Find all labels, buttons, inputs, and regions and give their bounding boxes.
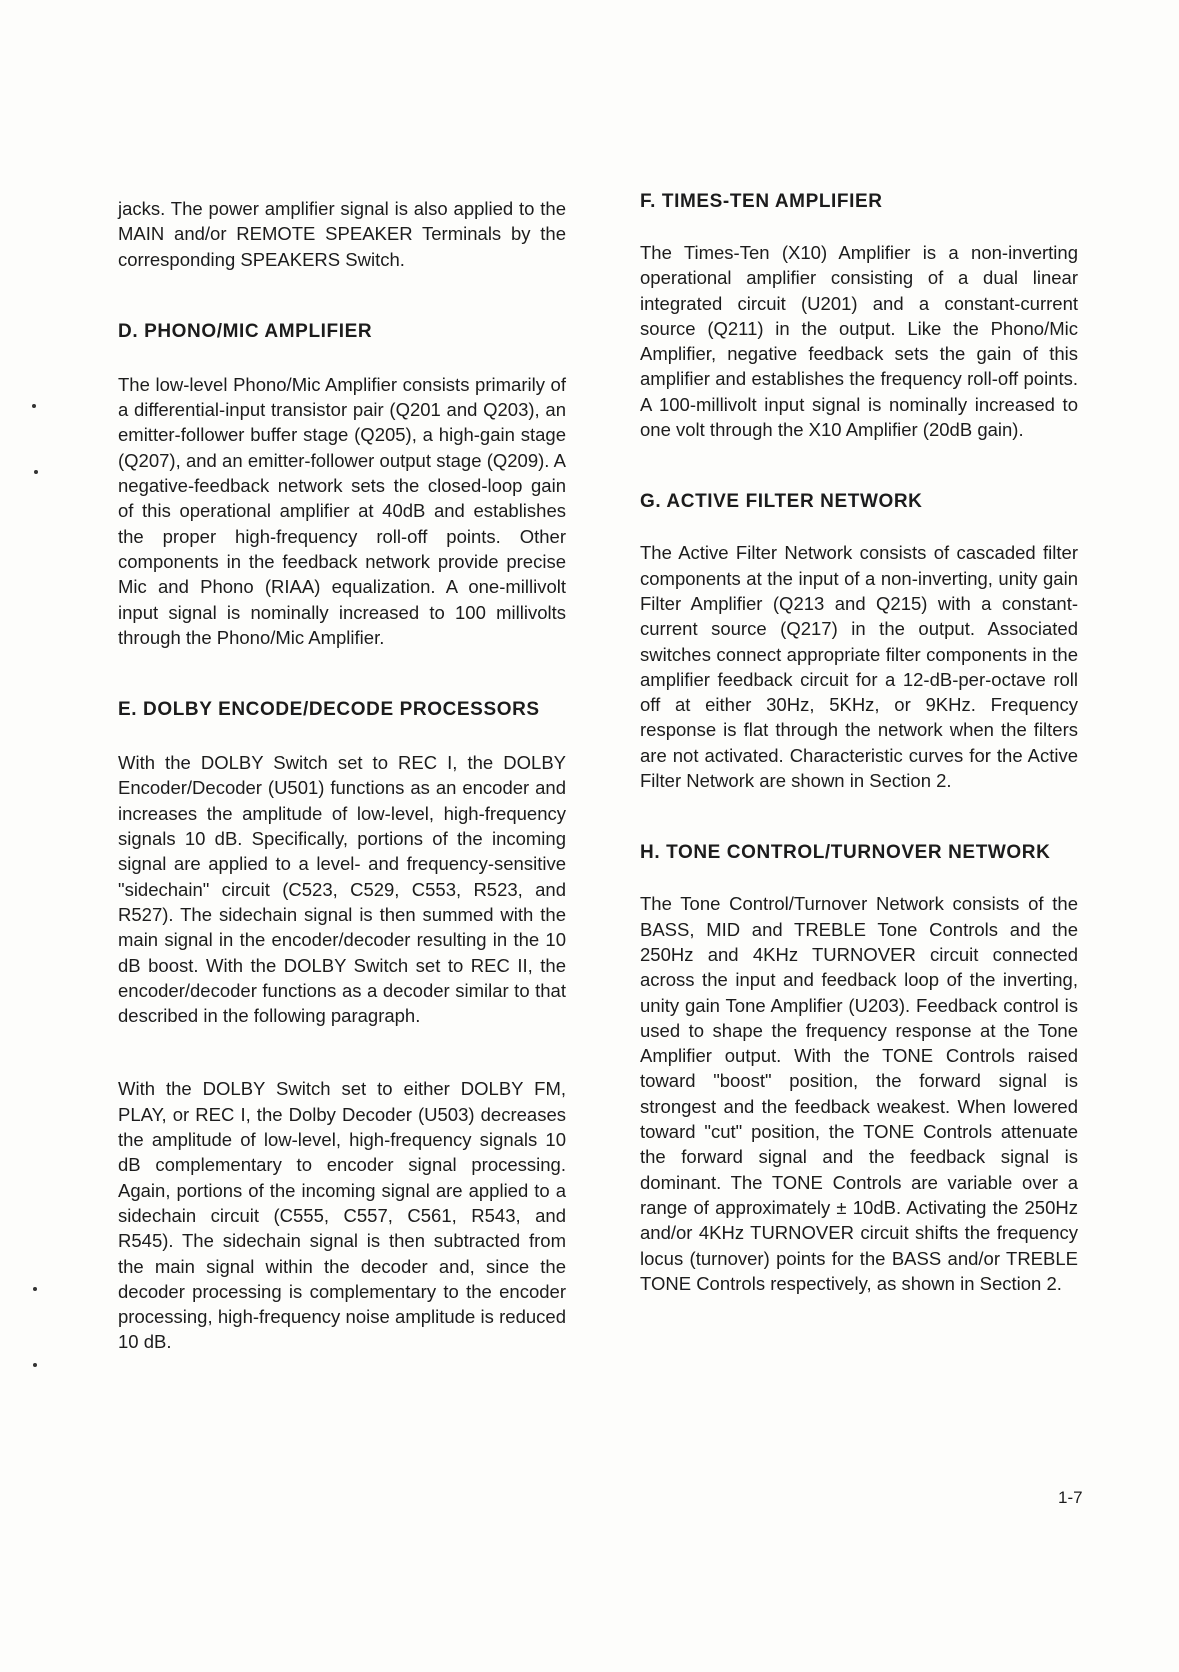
section-h-heading: H. TONE CONTROL/TURNOVER NETWORK (640, 842, 1051, 864)
section-e-paragraph-2: With the DOLBY Switch set to either DOLBY FM, PLAY, or REC I, the Dolby Decoder (U503) decreases the amplitude of low-level, high-frequency signals 10 dB complementary to encoder signal processing. Again, portions of the incoming signal are applied to a sidechain circuit (C555, C557, C561, R543, and R545). The sidechain signal is then subtracted from the main signal within the decoder and, since the decoder processing is complementary to the encoder processing, high-frequency noise amplitude is reduced 10 dB. (118, 1078, 566, 1353)
section-e-heading: E. DOLBY ENCODE/DECODE PROCESSORS (118, 699, 540, 721)
section-g-paragraph: The Active Filter Network consists of cascaded filter components at the input of a non-inverting, unity gain Filter Amplifier (Q213 and Q215) with a constant-current source (Q217) in the output. Associated switches connect appropriate filter components in the amplifier feedback circuit for a 12-dB-per-octave roll off at either 30Hz, 5KHz, or 9KHz. Frequency response is flat through the network when the filters are not activated. Characteristic curves for the Active Filter Network are shown in Section 2. (640, 542, 1078, 792)
scan-speck (32, 404, 36, 408)
section-h-paragraph: The Tone Control/Turnover Network consists of the BASS, MID and TREBLE Tone Controls and the 250Hz and 4KHz TURNOVER circuit connected across the input and feedback loop of the inverting, unity gain Tone Amplifier (U203). Feedback control is used to shape the frequency response at the Tone Amplifier output. With the TONE Controls raised toward "boost" position, the forward signal is strongest and the feedback weakest. When lowered toward "cut" position, the TONE Controls attenuate the forward signal and the feedback signal is dominant. The TONE Controls are variable over a range of approximately ± 10dB. Activating the 250Hz and/or 4KHz TURNOVER circuit shifts the frequency locus (turnover) points for the BASS and/or TREBLE TONE Controls respectively, as shown in Section 2. (640, 893, 1078, 1294)
left-column (118, 196, 566, 1355)
scan-speck (33, 1363, 37, 1367)
intro-paragraph: jacks. The power amplifier signal is also applied to the MAIN and/or REMOTE SPEAKER Terminals by the corresponding SPEAKERS Switch. (118, 198, 566, 270)
section-f-paragraph: The Times-Ten (X10) Amplifier is a non-inverting operational amplifier consisting of a dual linear integrated circuit (U201) and a constant-current source (Q211) in the output. Like the Phono/Mic Amplifier, negative feedback sets the gain of this amplifier and establishes the frequency roll-off points. A 100-millivolt input signal is nominally increased to one volt through the X10 Amplifier (20dB gain). (640, 242, 1078, 441)
section-d-paragraph: The low-level Phono/Mic Amplifier consists primarily of a differential-input transistor pair (Q201 and Q203), an emitter-follower buffer stage (Q205), a high-gain stage (Q207), and an emitter-follower output stage (Q209). A negative-feedback network sets the closed-loop gain of this operational amplifier at 40dB and establishes the proper high-frequency roll-off points. Other components in the feedback network provide precise Mic and Phono (RIAA) equalization. A one-millivolt input signal is nominally increased to 100 millivolts through the Phono/Mic Amplifier. (118, 373, 566, 648)
section-d-heading: D. PHONO/MIC AMPLIFIER (118, 320, 373, 342)
scan-speck (34, 470, 38, 474)
page-number: 1-7 (1058, 1488, 1083, 1507)
right-column (640, 190, 1078, 1296)
section-g-heading: G. ACTIVE FILTER NETWORK (640, 491, 923, 513)
scan-speck (33, 1287, 37, 1291)
section-e-paragraph-1: With the DOLBY Switch set to REC I, the DOLBY Encoder/Decoder (U501) functions as an encoder and increases the amplitude of low-level, high-frequency signals 10 dB. Specifically, portions of the incoming signal are applied to a level- and frequency-sensitive "sidechain" circuit (C523, C529, C553, R523, and R527). The sidechain signal is then summed with the main signal in the encoder/decoder resulting in the 10 dB boost. With the DOLBY Switch set to REC II, the encoder/decoder functions as a decoder similar to that described in the following paragraph. (118, 752, 566, 1027)
section-f-heading: F. TIMES-TEN AMPLIFIER (640, 191, 883, 212)
